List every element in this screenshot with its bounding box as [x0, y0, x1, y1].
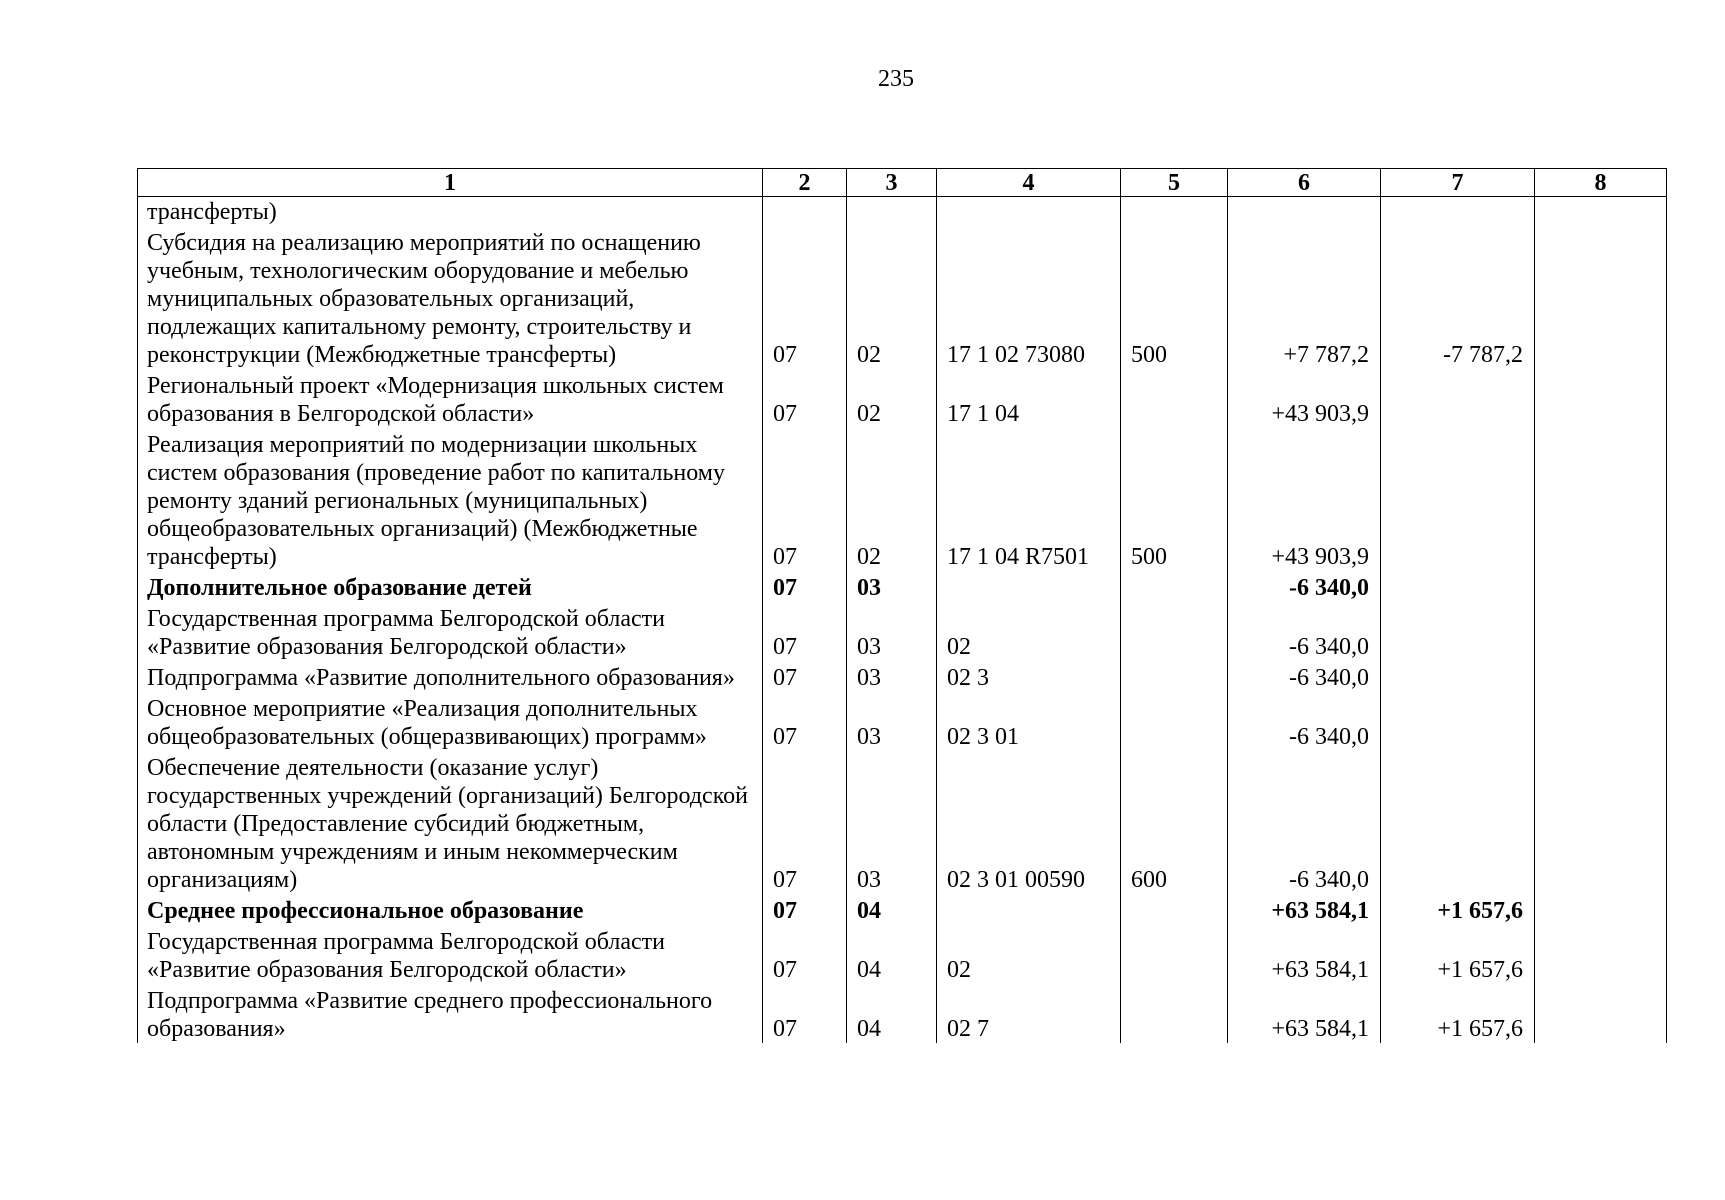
page-number: 235	[878, 66, 914, 92]
row-target-article-code: 02	[937, 604, 1121, 663]
table-row	[138, 228, 1667, 371]
column-header-3: 3	[847, 169, 937, 197]
column-header-6: 6	[1228, 169, 1381, 197]
table-row	[138, 197, 1667, 229]
row-amount-col8	[1535, 663, 1667, 694]
row-amount-col6: -6 340,0	[1228, 694, 1381, 753]
row-amount-col8	[1535, 430, 1667, 573]
column-header-5: 5	[1121, 169, 1228, 197]
row-section-code	[763, 197, 847, 229]
row-section-code: 07	[763, 753, 847, 896]
row-subsection-code: 03	[847, 753, 937, 896]
row-target-article-code: 17 1 04 R7501	[937, 430, 1121, 573]
row-amount-col6: -6 340,0	[1228, 573, 1381, 604]
row-subsection-code: 03	[847, 604, 937, 663]
row-expense-type-code	[1121, 694, 1228, 753]
row-description: Региональный проект «Модернизация школьных систем образования в Белгородской области»	[138, 371, 763, 430]
row-amount-col7	[1381, 197, 1535, 229]
row-expense-type-code	[1121, 927, 1228, 986]
row-target-article-code	[937, 197, 1121, 229]
row-subsection-code: 02	[847, 371, 937, 430]
row-amount-col7	[1381, 604, 1535, 663]
row-amount-col6: +63 584,1	[1228, 986, 1381, 1043]
row-amount-col7: +1 657,6	[1381, 896, 1535, 927]
row-amount-col6	[1228, 197, 1381, 229]
row-description: Основное мероприятие «Реализация дополнительных общеобразовательных (общеразвивающих) программ»	[138, 694, 763, 753]
row-description: Государственная программа Белгородской области «Развитие образования Белгородской области»	[138, 604, 763, 663]
row-amount-col7	[1381, 753, 1535, 896]
row-amount-col7	[1381, 430, 1535, 573]
row-description: Подпрограмма «Развитие дополнительного образования»	[138, 663, 763, 694]
row-amount-col7: +1 657,6	[1381, 986, 1535, 1043]
row-description: Среднее профессиональное образование	[138, 896, 763, 927]
row-amount-col8	[1535, 371, 1667, 430]
row-amount-col8	[1535, 604, 1667, 663]
budget-table	[137, 168, 1667, 1043]
table-row	[138, 430, 1667, 573]
row-section-code: 07	[763, 604, 847, 663]
row-target-article-code: 02 3 01	[937, 694, 1121, 753]
row-section-code: 07	[763, 986, 847, 1043]
row-description: Обеспечение деятельности (оказание услуг) государственных учреждений (организаций) Белгородской области (Предоставление субсидий бюджетным, автономным учреждениям и иным некоммерческим организациям)	[138, 753, 763, 896]
row-amount-col8	[1535, 753, 1667, 896]
row-section-code: 07	[763, 896, 847, 927]
table-row	[138, 986, 1667, 1043]
row-expense-type-code	[1121, 986, 1228, 1043]
row-section-code: 07	[763, 430, 847, 573]
row-target-article-code	[937, 573, 1121, 604]
row-amount-col7: +1 657,6	[1381, 927, 1535, 986]
row-expense-type-code	[1121, 573, 1228, 604]
row-amount-col6: +63 584,1	[1228, 896, 1381, 927]
row-amount-col8	[1535, 228, 1667, 371]
row-subsection-code	[847, 197, 937, 229]
table-row	[138, 927, 1667, 986]
row-amount-col8	[1535, 927, 1667, 986]
row-description: Реализация мероприятий по модернизации школьных систем образования (проведение работ по капитальному ремонту зданий региональных (муниципальных) общеобразовательных организаций) (Межбюджетные трансферты)	[138, 430, 763, 573]
row-target-article-code: 02 3	[937, 663, 1121, 694]
column-header-4: 4	[937, 169, 1121, 197]
row-amount-col8	[1535, 694, 1667, 753]
row-description: Дополнительное образование детей	[138, 573, 763, 604]
row-subsection-code: 04	[847, 927, 937, 986]
row-amount-col6: +43 903,9	[1228, 371, 1381, 430]
row-amount-col7	[1381, 573, 1535, 604]
row-target-article-code: 17 1 04	[937, 371, 1121, 430]
row-section-code: 07	[763, 927, 847, 986]
row-expense-type-code	[1121, 197, 1228, 229]
row-amount-col6: -6 340,0	[1228, 753, 1381, 896]
table-row	[138, 694, 1667, 753]
column-header-7: 7	[1381, 169, 1535, 197]
table-row	[138, 753, 1667, 896]
row-amount-col6: +63 584,1	[1228, 927, 1381, 986]
column-header-2: 2	[763, 169, 847, 197]
budget-table-container	[137, 168, 1666, 1043]
row-amount-col8	[1535, 573, 1667, 604]
row-expense-type-code	[1121, 371, 1228, 430]
row-amount-col7	[1381, 371, 1535, 430]
row-subsection-code: 03	[847, 573, 937, 604]
row-expense-type-code: 500	[1121, 430, 1228, 573]
row-amount-col7: -7 787,2	[1381, 228, 1535, 371]
row-amount-col7	[1381, 663, 1535, 694]
row-section-code: 07	[763, 573, 847, 604]
row-amount-col6: +43 903,9	[1228, 430, 1381, 573]
row-amount-col8	[1535, 896, 1667, 927]
table-row	[138, 371, 1667, 430]
row-description: Подпрограмма «Развитие среднего профессионального образования»	[138, 986, 763, 1043]
row-subsection-code: 02	[847, 430, 937, 573]
row-description: Государственная программа Белгородской области «Развитие образования Белгородской области»	[138, 927, 763, 986]
row-subsection-code: 04	[847, 986, 937, 1043]
row-subsection-code: 03	[847, 694, 937, 753]
row-subsection-code: 02	[847, 228, 937, 371]
row-section-code: 07	[763, 663, 847, 694]
row-description: Субсидия на реализацию мероприятий по оснащению учебным, технологическим оборудование и мебелью муниципальных образовательных организаций, подлежащих капитальному ремонту, строительству и реконструкции (Межбюджетные трансферты)	[138, 228, 763, 371]
table-row	[138, 604, 1667, 663]
table-row	[138, 573, 1667, 604]
table-body	[138, 197, 1667, 1044]
row-amount-col7	[1381, 694, 1535, 753]
row-section-code: 07	[763, 371, 847, 430]
row-expense-type-code	[1121, 604, 1228, 663]
row-description: трансферты)	[138, 197, 763, 229]
row-target-article-code: 02 7	[937, 986, 1121, 1043]
row-amount-col6: +7 787,2	[1228, 228, 1381, 371]
row-amount-col6: -6 340,0	[1228, 663, 1381, 694]
row-target-article-code	[937, 896, 1121, 927]
row-section-code: 07	[763, 694, 847, 753]
row-expense-type-code: 500	[1121, 228, 1228, 371]
row-amount-col8	[1535, 197, 1667, 229]
table-header-row	[138, 169, 1667, 197]
row-target-article-code: 17 1 02 73080	[937, 228, 1121, 371]
row-amount-col8	[1535, 986, 1667, 1043]
row-target-article-code: 02 3 01 00590	[937, 753, 1121, 896]
row-section-code: 07	[763, 228, 847, 371]
row-expense-type-code	[1121, 663, 1228, 694]
row-amount-col6: -6 340,0	[1228, 604, 1381, 663]
row-expense-type-code: 600	[1121, 753, 1228, 896]
column-header-8: 8	[1535, 169, 1667, 197]
row-expense-type-code	[1121, 896, 1228, 927]
column-header-1: 1	[138, 169, 763, 197]
table-row	[138, 896, 1667, 927]
row-subsection-code: 04	[847, 896, 937, 927]
row-subsection-code: 03	[847, 663, 937, 694]
row-target-article-code: 02	[937, 927, 1121, 986]
table-row	[138, 663, 1667, 694]
